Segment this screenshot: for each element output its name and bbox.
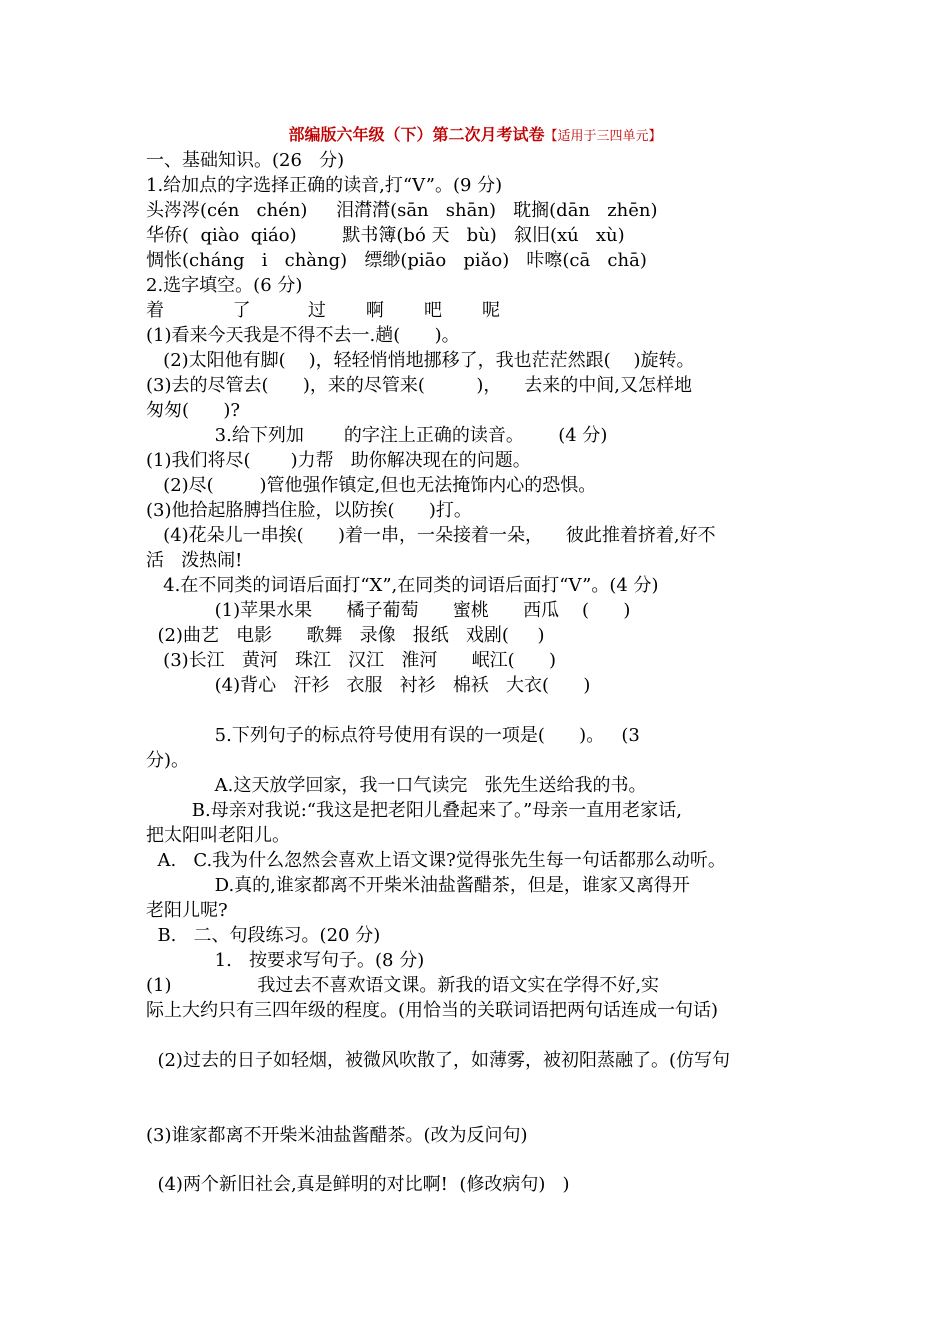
question-2-options: 着 了 过 啊 吧 呢 xyxy=(146,300,501,321)
question-1-row-3: 惆怅(cháng i chàng) 缥缈(piāo piǎo) 咔嚓(cā chā) xyxy=(146,250,647,271)
exam-title-main: 部编版六年级（下）第二次月考试卷 xyxy=(288,125,545,144)
question-5-option-a: A.这天放学回家，我一口气读完 张先生送给我的书。 xyxy=(146,775,647,796)
exam-title xyxy=(0,123,950,149)
section-two-q1-prompt: 1. 按要求写句子。(8 分) xyxy=(146,950,425,971)
exam-title-note: 【适用于三四单元】 xyxy=(544,129,662,144)
question-4-item-1: (1)苹果水果 橘子葡萄 蜜桃 西瓜 ( ) xyxy=(146,600,631,621)
question-4-prompt: 4.在不同类的词语后面打“X”,在同类的词语后面打“V”。(4 分) xyxy=(146,575,659,596)
question-5-option-d: D.真的,谁家都离不开柴米油盐酱醋茶，但是，谁家又离得开 xyxy=(146,875,690,896)
question-3-item-4: (4)花朵儿一串挨( )着一串，一朵接着一朵， 彼此推着挤着,好不 xyxy=(146,525,716,546)
section-two-q1-item-3: (3)谁家都离不开柴米油盐酱醋茶。(改为反问句) xyxy=(146,1125,528,1146)
question-2-item-3-cont: 匆匆( )? xyxy=(146,400,241,421)
section-two-q1-item-4: (4)两个新旧社会,真是鲜明的对比啊! (修改病句) ) xyxy=(146,1174,570,1195)
question-3-item-3: (3)他拾起胳膊挡住脸，以防挨( )打。 xyxy=(146,500,472,521)
section-two-q1-item-1-cont: 际上大约只有三四年级的程度。(用恰当的关联词语把两句话连成一句话) xyxy=(146,1000,719,1021)
section-two-heading: B. 二、句段练习。(20 分) xyxy=(146,925,381,946)
question-5-option-b-cont: 把太阳叫老阳儿。 xyxy=(146,825,290,846)
question-4-item-3: (3)长江 黄河 珠江 汉江 淮河 岷江( ) xyxy=(146,650,557,671)
question-1-row-2: 华侨( qiào qiáo) 默书簿(bó 天 bù) 叙旧(xú xù) xyxy=(146,225,625,246)
question-3-prompt: 3.给下列加 的字注上正确的读音。 (4 分) xyxy=(146,425,608,446)
question-2-prompt: 2.选字填空。(6 分) xyxy=(146,275,303,296)
section-one-heading: 一、基础知识。(26 分) xyxy=(146,150,345,171)
question-5-option-c: A. C.我为什么忽然会喜欢上语文课?觉得张先生每一句话都那么动听。 xyxy=(146,850,726,871)
question-3-item-4-cont: 活 泼热闹! xyxy=(146,550,243,571)
question-3-item-1: (1)我们将尽( )力帮 助你解决现在的问题。 xyxy=(146,450,531,471)
question-1-prompt: 1.给加点的字选择正确的读音,打“V”。(9 分) xyxy=(146,175,503,196)
question-5-option-b: B.母亲对我说:“我这是把老阳儿叠起来了。”母亲一直用老家话, xyxy=(146,800,682,821)
question-5-option-d-cont: 老阳儿呢? xyxy=(146,900,228,921)
question-2-item-1: (1)看来今天我是不得不去一.趟( )。 xyxy=(146,325,460,346)
question-1-row-1: 头涔涔(cén chén) 泪潸潸(sān shān) 耽搁(dān zhēn) xyxy=(146,200,658,221)
section-two-q1-item-1: (1) 我过去不喜欢语文课。新我的语文实在学得不好,实 xyxy=(146,975,660,996)
section-two-q1-item-2: (2)过去的日子如轻烟，被微风吹散了，如薄雾，被初阳蒸融了。(仿写句 xyxy=(146,1050,730,1071)
question-4-item-4: (4)背心 汗衫 衣服 衬衫 棉袄 大衣( ) xyxy=(146,675,591,696)
question-3-item-2: (2)尽( )管他强作镇定,但也无法掩饰内心的恐惧。 xyxy=(146,475,597,496)
question-2-item-3: (3)去的尽管去( )，来的尽管来( )， 去来的中间,又怎样地 xyxy=(146,375,693,396)
question-5-prompt-cont: 分)。 xyxy=(146,750,190,771)
question-2-item-2: (2)太阳他有脚( )，轻轻悄悄地挪移了，我也茫茫然跟( )旋转。 xyxy=(146,350,695,371)
question-4-item-2: (2)曲艺 电影 歌舞 录像 报纸 戏剧( ) xyxy=(146,625,545,646)
question-5-prompt: 5.下列句子的标点符号使用有误的一项是( )。 (3 xyxy=(146,725,640,746)
